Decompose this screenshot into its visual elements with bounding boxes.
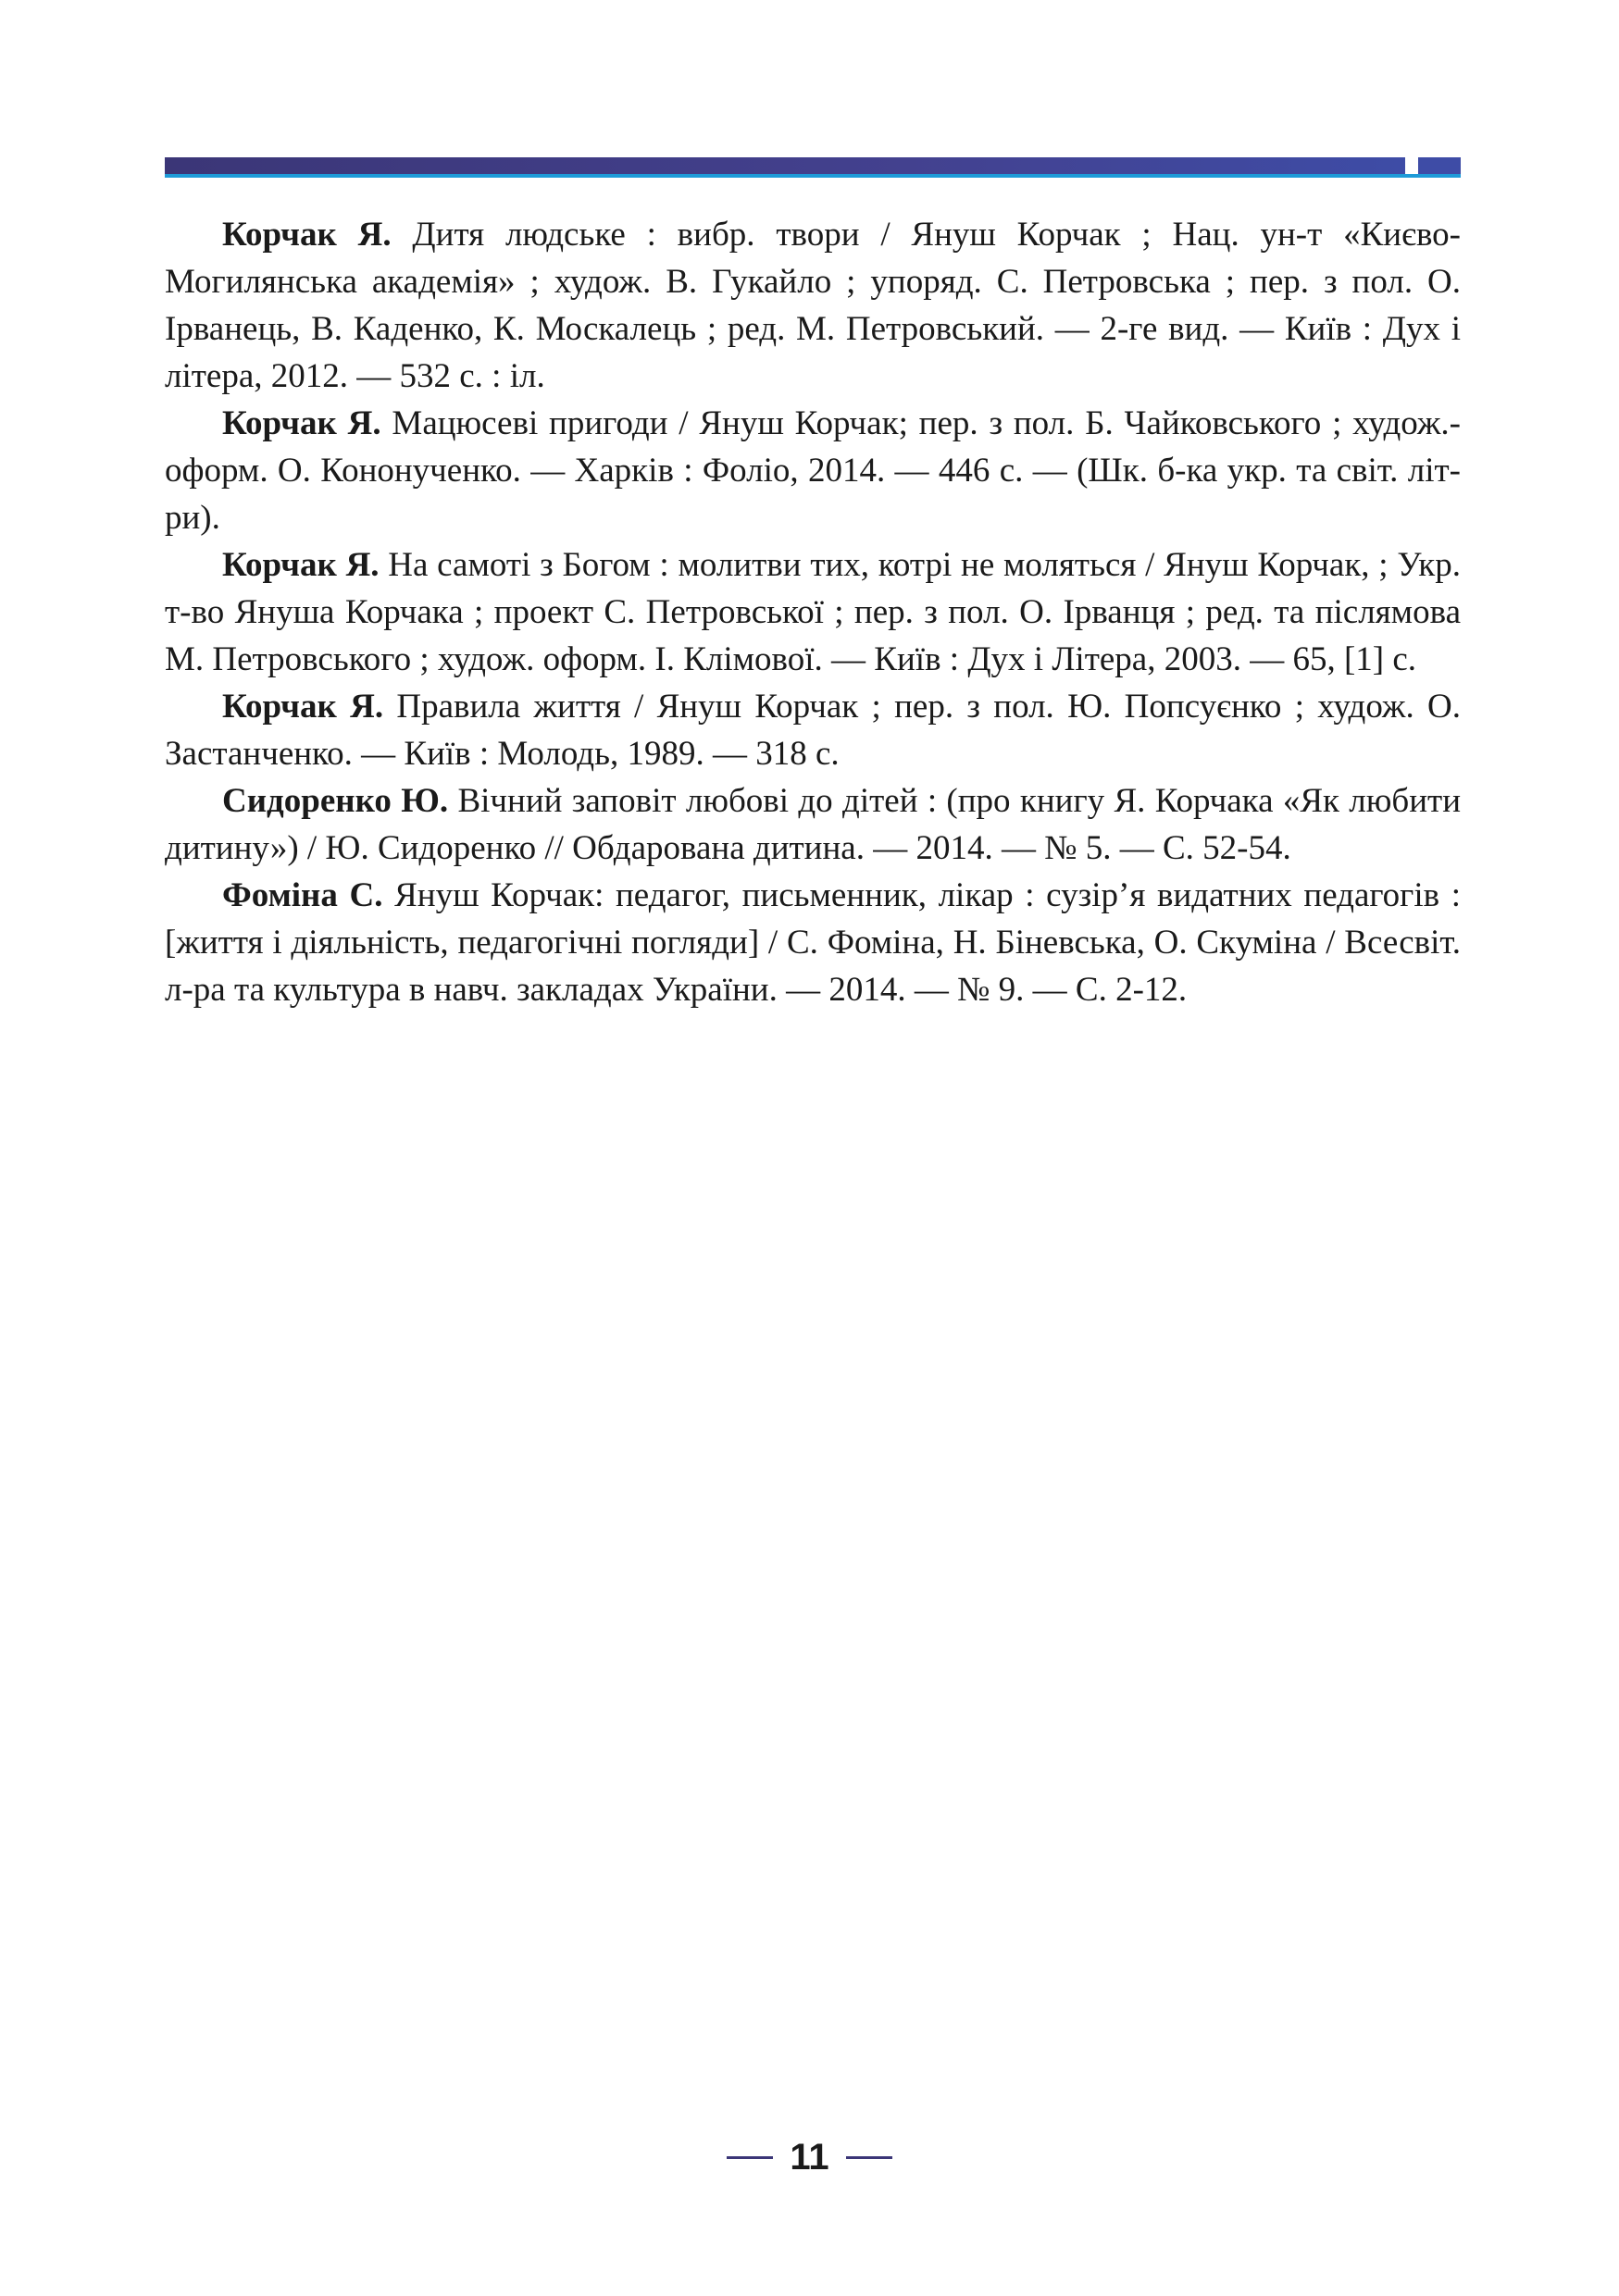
page-number: 11 [790, 2136, 829, 2178]
footer-dash-right [846, 2156, 892, 2159]
footer-dash-left [727, 2156, 773, 2159]
entry-author: Корчак Я. [222, 546, 380, 584]
entry-text: Мацюсеві пригоди / Януш Корчак; пер. з пол. Б. Чайковського ; худож.-оформ. О. Кононученко. — Харків : Фоліо, 2014. — 446 с. — (Шк. б-ка укр. та світ. літ-ри). [165, 404, 1461, 537]
entry-text: Дитя людське : вибр. твори / Януш Корчак ; Нац. ун-т «Києво-Могилянська академія» ; худож. В. Гукайло ; упоряд. С. Петровська ; пер. з пол. О. Ірванець, В. Каденко, К. Москалець ; ред. М. Петровський. — 2-ге вид. — Київ : Дух і літера, 2012. — 532 с. : іл. [165, 216, 1461, 395]
entry-text: Вічний заповіт любові до дітей : (про книгу Я. Корчака «Як любити дитину») / Ю. Сидоренко // Обдарована дитина. — 2014. — № 5. — С. 52-54. [165, 782, 1461, 867]
bibliography-entry [165, 211, 1461, 400]
header-decorative-bar [165, 157, 1461, 178]
entry-text: На самоті з Богом : молитви тих, котрі не моляться / Януш Корчак, ; Укр. т-во Януша Корчака ; проект С. Петровської ; пер. з пол. О. Ірванця ; ред. та післямова М. Петровського ; худож. оформ. І. Клімової. — Київ : Дух і Літера, 2003. — 65, [1] с. [165, 546, 1461, 678]
header-bar-fill [165, 157, 1405, 174]
entry-author: Корчак Я. [222, 688, 384, 726]
entry-author: Фоміна С. [222, 876, 383, 914]
bibliography-entry [165, 683, 1461, 777]
entry-author: Корчак Я. [222, 404, 381, 442]
bibliography-list [165, 211, 1461, 1013]
header-bar-tail [1418, 157, 1461, 174]
bibliography-entry [165, 777, 1461, 872]
entry-text: Януш Корчак: педагог, письменник, лікар : сузір’я видатних педагогів : [життя і діяльність, педагогічні погляди] / С. Фоміна, Н. Біневська, О. Скуміна / Всесвіт. л-ра та культура в навч. закладах України. — 2014. — № 9. — С. 2-12. [165, 876, 1461, 1009]
entry-text: Правила життя / Януш Корчак ; пер. з пол. Ю. Попсуєнко ; худож. О. Застанченко. — Київ : Молодь, 1989. — 318 с. [165, 688, 1461, 773]
page-footer [0, 2134, 1619, 2180]
header-bar-notch [1410, 157, 1413, 174]
bibliography-entry [165, 872, 1461, 1013]
entry-author: Корчак Я. [222, 216, 392, 254]
bibliography-entry [165, 541, 1461, 683]
entry-author: Сидоренко Ю. [222, 782, 449, 820]
header-accent-line [165, 174, 1461, 178]
bibliography-entry [165, 400, 1461, 541]
